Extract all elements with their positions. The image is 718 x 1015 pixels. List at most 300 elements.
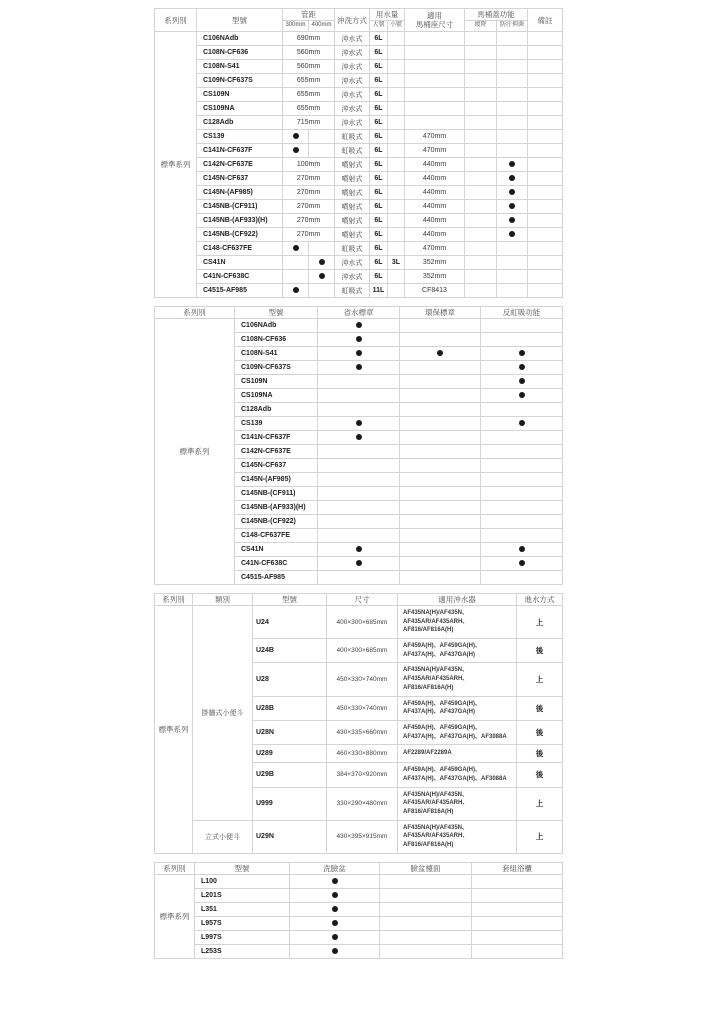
table-row [155,606,563,639]
dot-indicator [509,161,515,167]
dot-indicator [519,546,525,552]
flush-valve-cell: AF435NA(H)/AF435N、AF435AR/AF435ARH、AF816/AF816A(H) [398,606,517,639]
model-cell: U28N [253,720,327,744]
water-saving-cell [318,501,400,515]
table-row [155,144,563,158]
pipe-distance-cell: 560mm [283,46,335,60]
table-row [155,88,563,102]
usage-big-cell: 6L [370,270,388,284]
dot-indicator [437,350,443,356]
size-cell: 460×330×880mm [327,745,398,763]
model-cell: U28B [253,696,327,720]
table-row [155,130,563,144]
model-cell: C41N-CF638C [235,557,318,571]
pipe-400-cell [309,144,335,158]
header-usage-small: 小號 [388,21,405,32]
slow-close-cell [465,32,497,46]
dot-indicator [293,287,299,293]
slow-close-cell [465,270,497,284]
pipe-distance-cell: 560mm [283,60,335,74]
flush-valve-cell: AF459A(H)、AF459GA(H)、AF437A(H)、AF437GA(H) [398,639,517,663]
dot-indicator [356,434,362,440]
seat-size-cell [405,60,465,74]
slow-close-cell [465,158,497,172]
header-inlet: 進水方式 [517,594,563,606]
category-cell: 掛牆式小便斗 [193,606,253,821]
model-cell: U289 [253,745,327,763]
pipe-distance-cell: 270mm [283,172,335,186]
water-saving-cell [318,571,400,585]
slow-close-cell [465,172,497,186]
header-size: 尺寸 [327,594,398,606]
model-cell: C145N-CF637 [197,172,283,186]
seat-size-cell: 470mm [405,130,465,144]
anti-siphon-cell [481,403,563,417]
note-cell [528,88,563,102]
model-cell: C145NB-(CF922) [235,515,318,529]
seat-size-cell: 470mm [405,242,465,256]
flush-type-cell: 噴射式 [335,200,370,214]
table-row [155,256,563,270]
usage-small-cell [388,102,405,116]
dot-indicator [332,906,338,912]
pipe-300-cell [283,144,309,158]
pipe-400-cell [309,270,335,284]
usage-big-cell: 6L [370,102,388,116]
flush-valve-cell: AF459A(H)、AF459GA(H)、AF437A(H)、AF437GA(H)、AF3088A [398,763,517,787]
pipe-distance-cell: 270mm [283,200,335,214]
model-cell: U24 [253,606,327,639]
anti-stain-cell [497,284,528,298]
pipe-distance-cell: 655mm [283,102,335,116]
series-label-cell: 標準系列 [155,32,197,298]
anti-siphon-cell [481,431,563,445]
anti-siphon-cell [481,389,563,403]
dot-indicator [519,350,525,356]
model-cell: C106NAdb [235,319,318,333]
dot-indicator [356,350,362,356]
eco-label-cell [400,487,481,501]
size-cell: 384×370×920mm [327,763,398,787]
usage-big-cell: 11L [370,284,388,298]
model-cell: C108N-CF636 [235,333,318,347]
water-saving-cell [318,319,400,333]
header-water-usage: 用水量 [370,9,405,21]
table-row [155,944,563,958]
usage-small-cell [388,186,405,200]
slow-close-cell [465,74,497,88]
pipe-distance-cell: 100mm [283,158,335,172]
eco-label-cell [400,557,481,571]
size-cell: 400×300×685mm [327,639,398,663]
slow-close-cell [465,228,497,242]
dot-indicator [332,920,338,926]
note-cell [528,172,563,186]
pipe-300-cell [283,256,309,270]
pipe-300-cell [283,130,309,144]
note-cell [528,186,563,200]
counter-cell [380,944,472,958]
eco-label-cell [400,529,481,543]
table-row [155,60,563,74]
series-label-cell: 標準系列 [155,319,235,585]
eco-label-cell [400,501,481,515]
water-saving-cell [318,375,400,389]
model-cell: U28 [253,663,327,696]
usage-big-cell: 6L [370,158,388,172]
flush-valve-cell: AF459A(H)、AF459GA(H)、AF437A(H)、AF437GA(H)、AF3088A [398,720,517,744]
usage-big-cell: 6L [370,88,388,102]
urinal-table [154,593,563,854]
usage-small-cell [388,46,405,60]
anti-stain-cell [497,172,528,186]
table-row [155,172,563,186]
usage-big-cell: 6L [370,32,388,46]
model-cell: CS109NA [197,102,283,116]
model-cell: C41N-CF638C [197,270,283,284]
header-water-saving-label: 省水標章 [318,307,400,319]
dot-indicator [519,378,525,384]
inlet-cell: 後 [517,720,563,744]
model-cell: CS109N [235,375,318,389]
anti-stain-cell [497,130,528,144]
note-cell [528,116,563,130]
usage-small-cell [388,60,405,74]
counter-cell [380,916,472,930]
model-cell: U29N [253,820,327,853]
model-cell: C141N-CF637F [235,431,318,445]
dot-indicator [519,364,525,370]
anti-stain-cell [497,60,528,74]
dot-indicator [519,560,525,566]
water-saving-cell [318,515,400,529]
cabinet-cell [472,902,563,916]
inlet-cell: 後 [517,639,563,663]
header-flush-type: 沖洗方式 [335,9,370,32]
model-cell: C148-CF637FE [197,242,283,256]
water-saving-cell [318,473,400,487]
seat-size-cell: 440mm [405,200,465,214]
table-row [155,916,563,930]
usage-big-cell: 6L [370,116,388,130]
inlet-cell: 上 [517,787,563,820]
model-cell: C145NB-(AF933)(H) [235,501,318,515]
anti-siphon-cell [481,487,563,501]
usage-small-cell [388,116,405,130]
anti-stain-cell [497,270,528,284]
dot-indicator [356,336,362,342]
anti-siphon-cell [481,571,563,585]
certification-table [154,306,563,585]
pipe-distance-cell: 715mm [283,116,335,130]
water-saving-cell [318,557,400,571]
header-eco-label: 環保標章 [400,307,481,319]
size-cell: 450×330×740mm [327,696,398,720]
eco-label-cell [400,361,481,375]
pipe-distance-cell: 655mm [283,88,335,102]
dot-indicator [356,420,362,426]
dot-indicator [293,133,299,139]
model-cell: CS41N [197,256,283,270]
flush-type-cell: 沖水式 [335,60,370,74]
model-cell: C109N-CF637S [197,74,283,88]
basin-cell [290,916,380,930]
anti-siphon-cell [481,529,563,543]
usage-small-cell [388,144,405,158]
slow-close-cell [465,102,497,116]
flush-valve-cell: AF435NA(H)/AF435N、AF435AR/AF435ARH、AF816/AF816A(H) [398,787,517,820]
inlet-cell: 上 [517,820,563,853]
anti-siphon-cell [481,445,563,459]
anti-siphon-cell [481,417,563,431]
seat-size-cell: 352mm [405,270,465,284]
pipe-distance-cell: 690mm [283,32,335,46]
model-cell: C142N-CF637E [197,158,283,172]
counter-cell [380,930,472,944]
cabinet-cell [472,888,563,902]
seat-size-cell [405,88,465,102]
eco-label-cell [400,431,481,445]
flush-type-cell: 沖水式 [335,88,370,102]
flush-type-cell: 噴射式 [335,228,370,242]
usage-big-cell: 6L [370,186,388,200]
note-cell [528,130,563,144]
note-cell [528,32,563,46]
slow-close-cell [465,130,497,144]
model-cell: C109N-CF637S [235,361,318,375]
eco-label-cell [400,347,481,361]
table-row [155,284,563,298]
anti-stain-cell [497,74,528,88]
model-cell: L997S [195,930,290,944]
water-saving-cell [318,417,400,431]
usage-small-cell [388,270,405,284]
usage-big-cell: 6L [370,256,388,270]
water-saving-cell [318,487,400,501]
model-cell: C108N-S41 [197,60,283,74]
counter-cell [380,902,472,916]
model-cell: C148-CF637FE [235,529,318,543]
flush-type-cell: 虹吸式 [335,284,370,298]
slow-close-cell [465,214,497,228]
flush-valve-cell: AF435NA(H)/AF435N、AF435AR/AF435ARH、AF816/AF816A(H) [398,820,517,853]
seat-size-cell: 352mm [405,256,465,270]
model-cell: C145N-(AF985) [235,473,318,487]
eco-label-cell [400,571,481,585]
model-cell: CS139 [197,130,283,144]
table-row [155,228,563,242]
note-cell [528,214,563,228]
table-row [155,930,563,944]
usage-small-cell [388,214,405,228]
dot-indicator [356,546,362,552]
table-row [155,888,563,902]
anti-siphon-cell [481,319,563,333]
usage-small-cell [388,158,405,172]
anti-siphon-cell [481,459,563,473]
table-row [155,820,563,853]
header-model: 型號 [197,9,283,32]
anti-stain-cell [497,200,528,214]
pipe-400-cell [309,284,335,298]
usage-big-cell: 6L [370,60,388,74]
anti-stain-cell [497,242,528,256]
seat-size-cell: 440mm [405,214,465,228]
header-seat-size [405,9,465,32]
water-saving-cell [318,347,400,361]
certification-tbody [155,319,563,585]
header-cabinet: 套組浴櫃 [472,862,563,874]
flush-type-cell: 噴射式 [335,214,370,228]
eco-label-cell [400,375,481,389]
anti-siphon-cell [481,361,563,375]
header-note: 備註 [528,9,563,32]
header-anti-siphon: 反虹吸功能 [481,307,563,319]
model-cell: CS109NA [235,389,318,403]
model-cell: L351 [195,902,290,916]
header-category: 類別 [193,594,253,606]
pipe-distance-cell: 270mm [283,228,335,242]
header-pipe-300: 300mm [283,21,309,32]
note-cell [528,284,563,298]
dot-indicator [509,189,515,195]
header-lid-function: 馬桶蓋功能 [465,9,528,21]
eco-label-cell [400,515,481,529]
model-cell: C145NB-(AF933)(H) [197,214,283,228]
header-series: 系列別 [155,307,235,319]
model-cell: C145N-CF637 [235,459,318,473]
table-row [155,158,563,172]
anti-stain-cell [497,88,528,102]
model-cell: C145NB-(CF911) [235,487,318,501]
toilet-spec-table [154,8,563,298]
size-cell: 400×300×685mm [327,606,398,639]
dot-indicator [356,364,362,370]
seat-size-cell: 440mm [405,186,465,200]
flush-type-cell: 虹吸式 [335,144,370,158]
seat-size-cell: 470mm [405,144,465,158]
anti-stain-cell [497,214,528,228]
dot-indicator [332,948,338,954]
usage-big-cell: 6L [370,228,388,242]
flush-type-cell: 虹吸式 [335,130,370,144]
pipe-400-cell [309,130,335,144]
model-cell: C141N-CF637F [197,144,283,158]
header-anti-stain: 防汙抑菌 [497,21,528,32]
usage-small-cell [388,130,405,144]
seat-size-cell [405,32,465,46]
dot-indicator [509,175,515,181]
anti-stain-cell [497,32,528,46]
flush-type-cell: 沖水式 [335,32,370,46]
usage-big-cell: 6L [370,214,388,228]
header-flush-valve: 適用沖水器 [398,594,517,606]
model-cell: C142N-CF637E [235,445,318,459]
dot-indicator [509,231,515,237]
basin-table [154,862,563,959]
anti-stain-cell [497,46,528,60]
spec-tables-container [154,8,564,967]
dot-indicator [509,217,515,223]
pipe-300-cell [283,242,309,256]
inlet-cell: 後 [517,763,563,787]
seat-size-cell [405,74,465,88]
pipe-distance-cell: 270mm [283,186,335,200]
usage-small-cell [388,228,405,242]
anti-siphon-cell [481,375,563,389]
anti-siphon-cell [481,515,563,529]
model-cell: L253S [195,944,290,958]
usage-small-cell [388,172,405,186]
slow-close-cell [465,200,497,214]
anti-stain-cell [497,186,528,200]
flush-type-cell: 虹吸式 [335,242,370,256]
note-cell [528,242,563,256]
slow-close-cell [465,256,497,270]
model-cell: C128Adb [197,116,283,130]
model-cell: U29B [253,763,327,787]
table-row [155,242,563,256]
model-cell: C108N-S41 [235,347,318,361]
eco-label-cell [400,473,481,487]
water-saving-cell [318,361,400,375]
anti-stain-cell [497,116,528,130]
note-cell [528,200,563,214]
flush-type-cell: 沖水式 [335,270,370,284]
table-row [155,214,563,228]
note-cell [528,74,563,88]
model-cell: C128Adb [235,403,318,417]
eco-label-cell [400,389,481,403]
header-seat-size-line1: 適用 [427,11,442,20]
flush-type-cell: 噴射式 [335,186,370,200]
note-cell [528,228,563,242]
flush-type-cell: 沖水式 [335,102,370,116]
model-cell: C106NAdb [197,32,283,46]
usage-small-cell [388,242,405,256]
eco-label-cell [400,445,481,459]
slow-close-cell [465,186,497,200]
series-label-cell: 標準系列 [155,606,193,854]
note-cell [528,270,563,284]
usage-big-cell: 6L [370,200,388,214]
flush-valve-cell: AF459A(H)、AF459GA(H)、AF437A(H)、AF437GA(H) [398,696,517,720]
eco-label-cell [400,417,481,431]
size-cell: 450×330×740mm [327,663,398,696]
table-row [155,186,563,200]
header-counter: 臉盆檯面 [380,862,472,874]
flush-type-cell: 沖水式 [335,116,370,130]
dot-indicator [519,420,525,426]
dot-indicator [332,892,338,898]
header-model: 型號 [195,862,290,874]
model-cell: C4515-AF985 [235,571,318,585]
inlet-cell: 後 [517,696,563,720]
anti-stain-cell [497,228,528,242]
water-saving-cell [318,459,400,473]
header-model: 型號 [235,307,318,319]
slow-close-cell [465,60,497,74]
dot-indicator [356,322,362,328]
water-saving-cell [318,333,400,347]
usage-small-cell [388,74,405,88]
model-cell: CS109N [197,88,283,102]
toilet-spec-tbody [155,32,563,298]
slow-close-cell [465,46,497,60]
note-cell [528,144,563,158]
header-seat-size-line2: 馬桶座尺寸 [415,20,454,29]
basin-cell [290,902,380,916]
